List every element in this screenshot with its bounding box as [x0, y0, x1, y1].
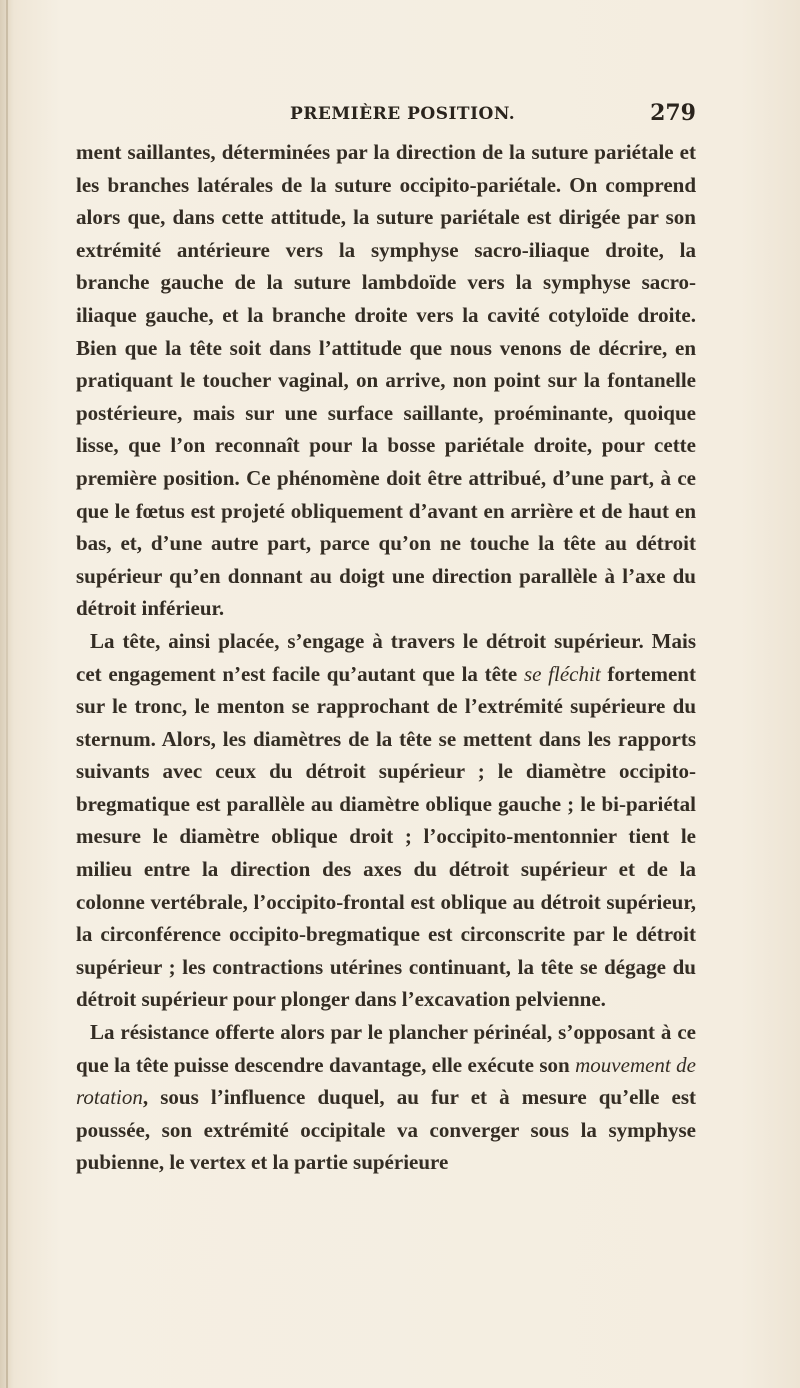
paragraph-2-part-2: fortement sur le tronc, le menton se rapprochant de l’extrémité supérieure du sternum. Alors, les diamètres de la tête se mettent dans les rapports suivants avec ceux du détroit supérieur ; le diamètre occipito-bregmatique est parallèle au diamètre oblique gauche ; le bi-pariétal mesure le diamètre oblique droit ; l’occipito-mentonnier tient le milieu entre la direction des axes du détroit supérieur et de la colonne vertébrale, l’occipito-frontal est oblique au détroit supérieur, la circonférence occipito-bregmatique est circonscrite par le détroit supérieur ; les contractions utérines continuant, la tête se dégage du détroit supérieur pour plonger dans l’excavation pelvienne.: [76, 661, 696, 1012]
italic-term-mouvement-de-rotation: mouvement de rotation: [76, 1052, 696, 1110]
running-head: PREMIÈRE POSITION.: [290, 104, 516, 124]
italic-term-se-flechit: se fléchit: [523, 661, 601, 686]
body-text: [76, 136, 696, 1179]
paragraph-3-part-1: La résistance offerte alors par le plancher périnéal, s’opposant à ce que la tête puisse descendre davantage, elle exécute son: [76, 1020, 696, 1077]
page-gutter: [6, 0, 8, 1388]
paragraph-3: [76, 1016, 696, 1179]
paragraph-3-part-2: , sous l’influence duquel, au fur et à mesure qu’elle est poussée, son extrémité occipitale va converger sous la symphyse pubienne, le vertex et la partie supérieure: [76, 1085, 696, 1175]
page-header: [0, 100, 800, 136]
page-number: 279: [650, 100, 696, 126]
paragraph-2-part-1: La tête, ainsi placée, s’engage à travers le détroit supérieur. Mais cet engagement n’est facile qu’autant que la tête: [76, 628, 696, 686]
paragraph-1: ment saillantes, déterminées par la direction de la suture pariétale et les branches latérales de la suture occipito-pariétale. On comprend alors que, dans cette attitude, la suture pariétale est dirigée par son extrémité antérieure vers la symphyse sacro-iliaque droite, la branche gauche de la suture lambdoïde vers la symphyse sacro-iliaque gauche, et la branche droite vers la cavité cotyloïde droite. Bien que la tête soit dans l’attitude que nous venons de décrire, en pratiquant le toucher vaginal, on arrive, non point sur la fontanelle postérieure, mais sur une surface saillante, proéminante, quoique lisse, que l’on reconnaît pour la bosse pariétale droite, pour cette première position. Ce phénomène doit être attribué, d’une part, à ce que le fœtus est projeté obliquement d’avant en arrière et de haut en bas, et, d’une autre part, parce qu’on ne touche la tête au détroit supérieur qu’en donnant au doigt une direction parallèle à l’axe du détroit inférieur.: [76, 140, 696, 621]
paragraph-2: [76, 625, 696, 1016]
